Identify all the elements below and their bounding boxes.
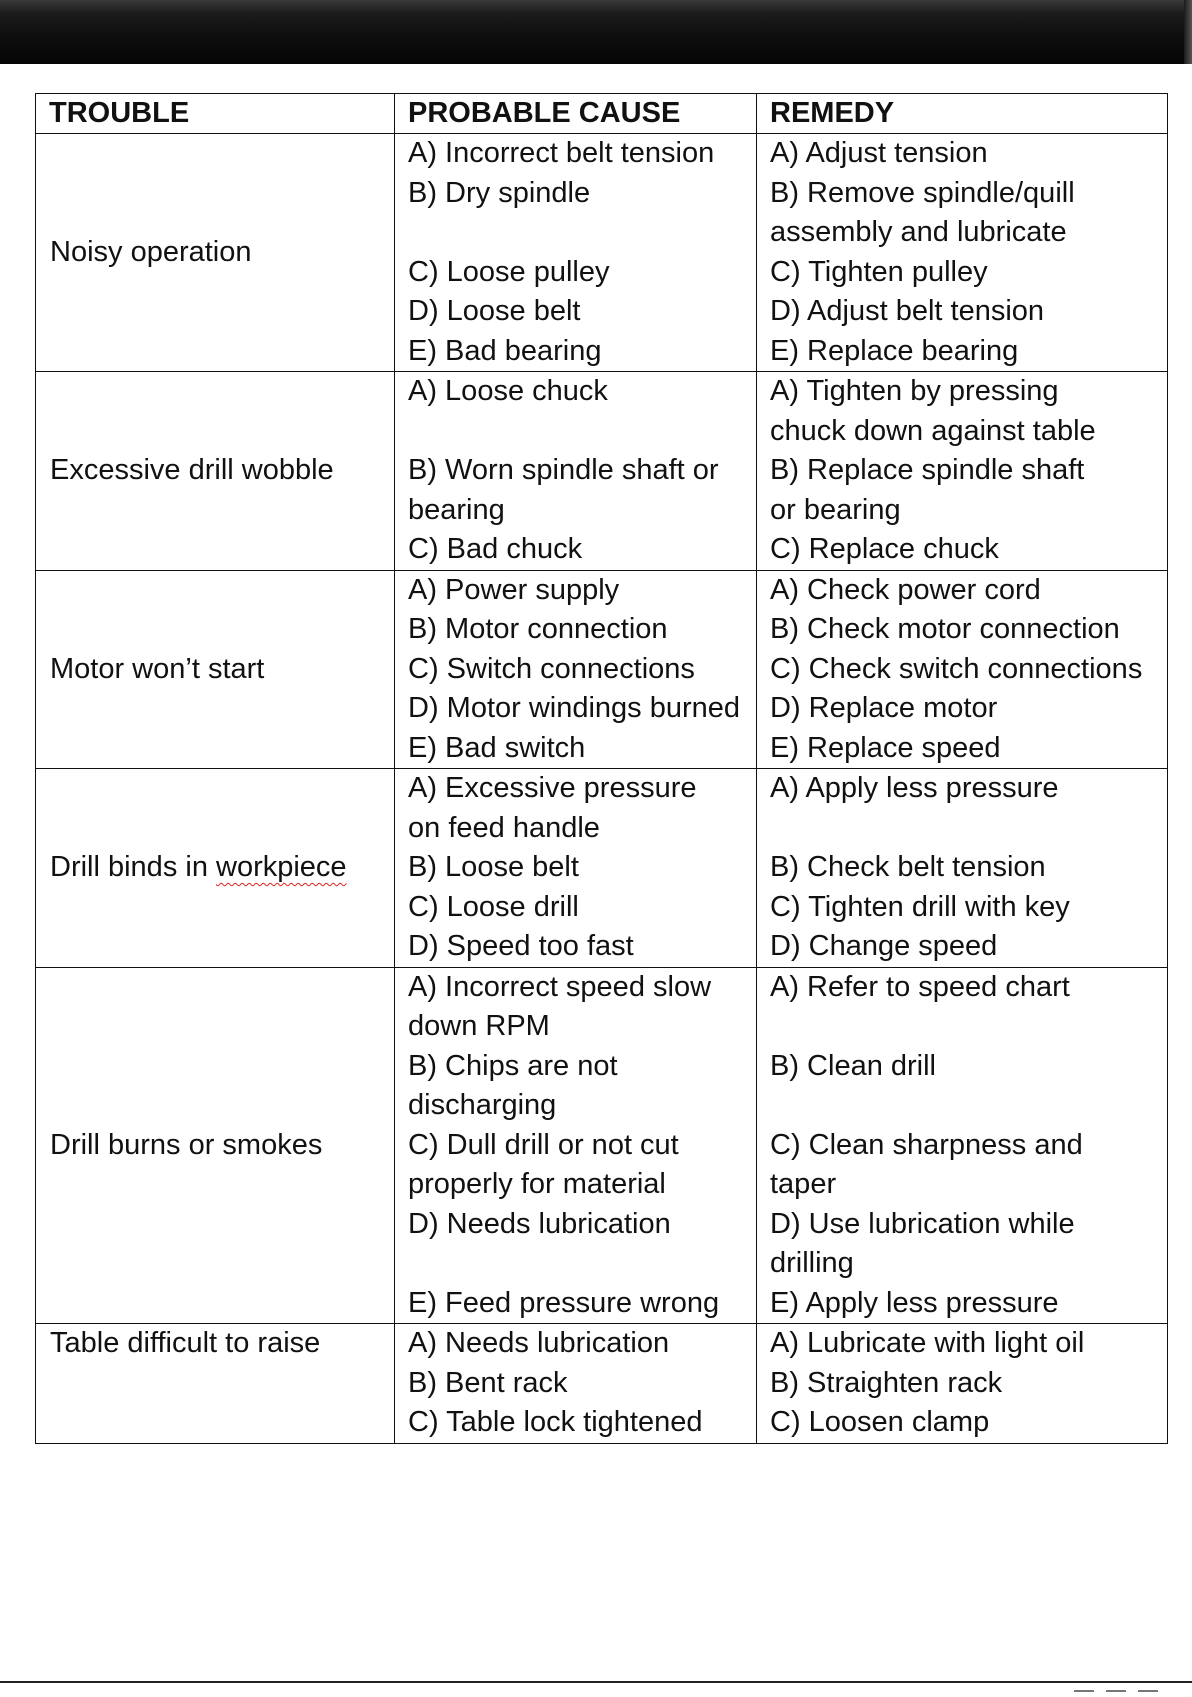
trouble-text: Excessive drill wobble (50, 454, 334, 486)
cause-line: B) Chips are not (408, 1049, 618, 1082)
trouble-cell (36, 967, 395, 1324)
probable-cause-cell (395, 769, 757, 968)
cause-line: B) Dry spindle (408, 176, 591, 209)
cause-line (408, 1244, 756, 1284)
cause-line (408, 213, 756, 253)
cause-line: C) Loose drill (408, 890, 579, 923)
cause-line: C) Bad chuck (408, 533, 583, 565)
table-row (36, 1324, 1168, 1444)
trouble-cell (36, 1324, 395, 1444)
cause-line: B) Loose belt (408, 851, 579, 883)
remedy-line: chuck down against table (770, 414, 1096, 447)
remedy-line: drilling (770, 1247, 854, 1279)
remedy-line: A) Apply less pressure (770, 772, 1059, 804)
remedy-line: C) Loosen clamp (770, 1406, 990, 1438)
cause-line: E) Feed pressure wrong (408, 1286, 720, 1319)
trouble-text: Drill burns or smokes (50, 1128, 323, 1161)
header-remedy: REMEDY (757, 94, 1168, 134)
header-probable-cause: PROBABLE CAUSE (395, 94, 757, 134)
remedy-cell (757, 570, 1168, 769)
cause-line: properly for material (408, 1168, 666, 1200)
cause-line: B) Worn spindle shaft or (408, 454, 719, 486)
trouble-text: Table difficult to raise (50, 1327, 321, 1359)
cause-line: C) Dull drill or not cut (408, 1128, 679, 1161)
cause-line: A) Loose chuck (408, 375, 608, 407)
remedy-line: A) Tighten by pressing (770, 375, 1059, 407)
remedy-line: assembly and lubricate (770, 216, 1067, 248)
cause-line: B) Motor connection (408, 613, 668, 645)
remedy-line: E) Apply less pressure (770, 1286, 1059, 1319)
cause-line: C) Switch connections (408, 652, 695, 685)
remedy-line: B) Check motor connection (770, 613, 1120, 645)
remedy-cell (757, 372, 1168, 571)
remedy-line: D) Adjust belt tension (770, 295, 1045, 327)
cause-line: down RPM (408, 1010, 550, 1042)
remedy-line: C) Replace chuck (770, 533, 999, 565)
cause-line: C) Loose pulley (408, 255, 610, 288)
remedy-line: C) Check switch connections (770, 652, 1143, 685)
remedy-line: C) Tighten pulley (770, 255, 988, 288)
trouble-cell (36, 372, 395, 571)
remedy-line: B) Clean drill (770, 1049, 936, 1082)
remedy-line: A) Adjust tension (770, 137, 988, 169)
remedy-line: A) Lubricate with light oil (770, 1327, 1085, 1359)
remedy-line: D) Replace motor (770, 692, 998, 724)
remedy-line: E) Replace speed (770, 731, 1001, 764)
cause-line: E) Bad switch (408, 731, 586, 764)
page-bottom-rule (0, 1681, 1192, 1683)
table-row (36, 570, 1168, 769)
top-dark-banner (0, 0, 1192, 64)
remedy-cell (757, 769, 1168, 968)
troubleshooting-table-container (35, 93, 1167, 1445)
remedy-line: C) Clean sharpness and (770, 1128, 1083, 1161)
remedy-cell (757, 1324, 1168, 1444)
remedy-cell (757, 967, 1168, 1324)
header-trouble: TROUBLE (36, 94, 395, 134)
table-header-row (36, 94, 1168, 134)
cause-line: D) Speed too fast (408, 930, 634, 962)
remedy-line: B) Straighten rack (770, 1366, 1003, 1399)
cause-line: D) Needs lubrication (408, 1207, 671, 1240)
remedy-line (770, 1007, 1167, 1047)
cause-line: A) Incorrect speed slow (408, 970, 712, 1003)
table-row (36, 769, 1168, 968)
cause-line: B) Bent rack (408, 1366, 568, 1399)
cause-line: A) Incorrect belt tension (408, 137, 715, 169)
trouble-text: Motor won’t start (50, 652, 265, 685)
banner-edge (1184, 0, 1192, 64)
remedy-line: D) Change speed (770, 930, 998, 962)
cause-line: discharging (408, 1089, 557, 1121)
spellcheck-underline: workpiece (216, 851, 347, 883)
probable-cause-cell (395, 134, 757, 372)
remedy-line: B) Remove spindle/quill (770, 176, 1075, 209)
cause-line: D) Motor windings burned (408, 692, 741, 724)
remedy-cell (757, 134, 1168, 372)
probable-cause-cell (395, 967, 757, 1324)
cause-line: C) Table lock tightened (408, 1406, 703, 1438)
remedy-line: A) Check power cord (770, 573, 1041, 606)
table-row (36, 967, 1168, 1324)
trouble-cell (36, 570, 395, 769)
remedy-line: B) Check belt tension (770, 851, 1046, 883)
remedy-line (770, 1086, 1167, 1126)
table-body (36, 134, 1168, 1444)
page-footer-marks (1062, 1679, 1182, 1683)
trouble-text: Noisy operation (50, 235, 252, 268)
cause-line: on feed handle (408, 811, 600, 844)
remedy-line: D) Use lubrication while (770, 1207, 1075, 1240)
cause-line: D) Loose belt (408, 295, 581, 327)
table-row (36, 372, 1168, 571)
probable-cause-cell (395, 570, 757, 769)
trouble-cell (36, 134, 395, 372)
probable-cause-cell (395, 1324, 757, 1444)
cause-line: A) Needs lubrication (408, 1327, 670, 1359)
trouble-text: Drill binds in workpiece (50, 851, 347, 883)
remedy-line: E) Replace bearing (770, 334, 1019, 367)
remedy-line: or bearing (770, 493, 901, 526)
cause-line: A) Power supply (408, 573, 620, 606)
remedy-line: taper (770, 1168, 837, 1200)
remedy-line: C) Tighten drill with key (770, 890, 1070, 923)
troubleshooting-table (35, 93, 1168, 1444)
remedy-line: A) Refer to speed chart (770, 970, 1070, 1003)
remedy-line (770, 809, 1167, 849)
probable-cause-cell (395, 372, 757, 571)
cause-line: bearing (408, 493, 505, 526)
cause-line: E) Bad bearing (408, 334, 602, 367)
table-row (36, 134, 1168, 372)
remedy-line: B) Replace spindle shaft (770, 454, 1085, 486)
trouble-cell (36, 769, 395, 968)
cause-line (408, 412, 756, 452)
cause-line: A) Excessive pressure (408, 772, 697, 804)
